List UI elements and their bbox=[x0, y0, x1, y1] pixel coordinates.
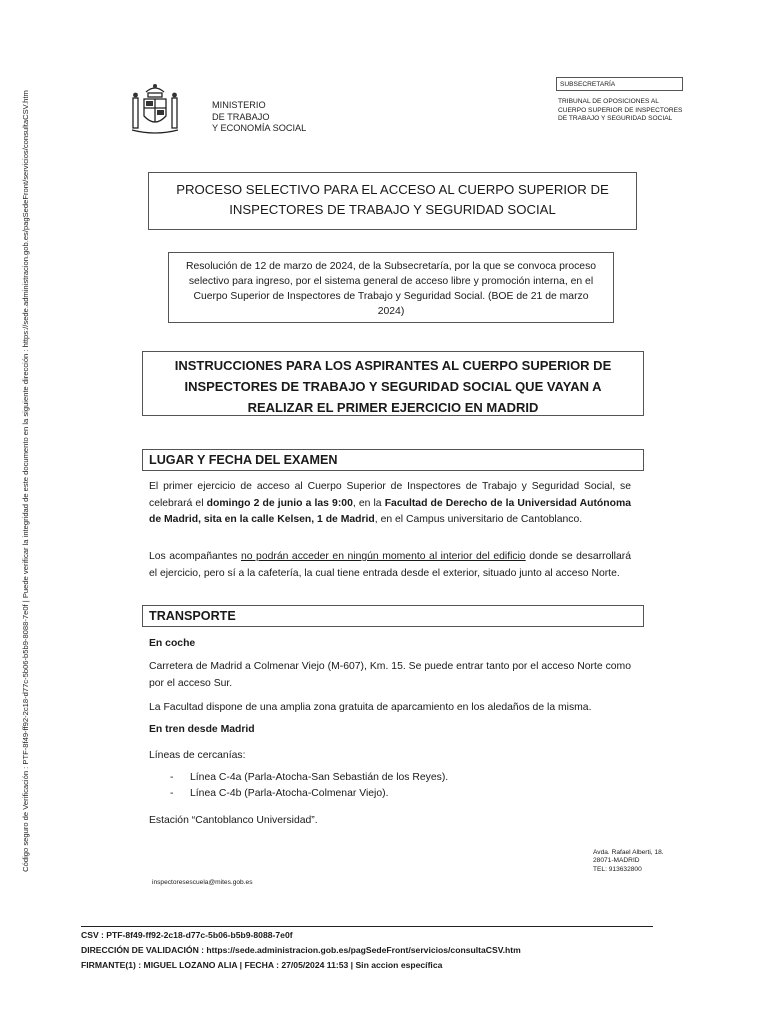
station-paragraph: Estación “Cantoblanco Universidad”. bbox=[149, 815, 318, 826]
verification-side-text: Código seguro de Verificación : PTF-8f49-ff92-2c18-d77c-5b06-b5b9-8088-7e0f | Puede verificar la integridad de este documento en la siguiente dirección : https://sede.administracion.gob.es/pagSedeFront/servicios/consultaCSV.htm bbox=[21, 90, 30, 872]
instructions-line: REALIZAR EL PRIMER EJERCICIO EN MADRID bbox=[247, 400, 539, 415]
parking-paragraph: La Facultad dispone de una amplia zona gratuita de aparcamiento en los aledaños de la misma. bbox=[149, 702, 592, 713]
list-item: - Línea C-4b (Parla-Atocha-Colmenar Viejo). bbox=[170, 788, 389, 799]
list-item-text: Línea C-4b (Parla-Atocha-Colmenar Viejo). bbox=[190, 788, 389, 799]
instructions-line: INSPECTORES DE TRABAJO Y SEGURIDAD SOCIAL QUE VAYAN A bbox=[184, 379, 602, 394]
footer-signer: FIRMANTE(1) : MIGUEL LOZANO ALIA | FECHA : 27/05/2024 11:53 | Sin accion específica bbox=[81, 960, 443, 970]
instructions-line: INSTRUCCIONES PARA LOS ASPIRANTES AL CUERPO SUPERIOR DE bbox=[174, 358, 612, 373]
title-line: PROCESO SELECTIVO PARA EL ACCESO AL CUERPO SUPERIOR DE bbox=[176, 182, 609, 197]
section-heading-transporte: TRANSPORTE bbox=[142, 605, 644, 627]
footer-divider bbox=[81, 926, 653, 927]
resolution-box: Resolución de 12 de marzo de 2024, de la Subsecretaría, por la que se convoca proceso selectivo para ingreso, por el sistema general de acceso libre y promoción interna, en el Cuerpo Superior de Inspectores de Trabajo y Seguridad Social. (BOE de 21 de marzo 2024) bbox=[168, 252, 614, 323]
section-heading-lugar: LUGAR Y FECHA DEL EXAMEN bbox=[142, 449, 644, 471]
contact-email: inspectoresescuela@mites.gob.es bbox=[152, 879, 253, 886]
exam-date-bold: domingo 2 de junio a las 9:00 bbox=[206, 497, 353, 509]
car-route-paragraph: Carretera de Madrid a Colmenar Viejo (M-607), Km. 15. Se puede entrar tanto por el acceso Norte como por el acceso Sur. bbox=[149, 661, 631, 689]
exam-place-paragraph bbox=[149, 479, 631, 529]
text-run: donde se desarrollará el ejercicio, pero sí a la cafetería, la cual tiene entrada desde el exterior, situado junto al acceso Norte. bbox=[149, 551, 631, 579]
ministry-line: Y ECONOMÍA SOCIAL bbox=[212, 123, 307, 133]
companions-paragraph bbox=[149, 549, 631, 582]
ministry-name bbox=[212, 100, 306, 135]
text-run: Los acompañantes bbox=[149, 551, 241, 562]
title-line: INSPECTORES DE TRABAJO Y SEGURIDAD SOCIAL bbox=[229, 202, 556, 217]
companions-restriction-underline: no podrán acceder en ningún momento al interior del edificio bbox=[240, 551, 526, 562]
subheading-car: En coche bbox=[149, 638, 196, 649]
ministry-line: MINISTERIO bbox=[212, 100, 266, 110]
list-item-text: Línea C-4a (Parla-Atocha-San Sebastián de los Reyes). bbox=[190, 772, 449, 783]
text-run: El primer ejercicio de acceso al Cuerpo Superior de Inspectores de Trabajo y Seguridad Social, se celebrará el bbox=[149, 481, 631, 509]
coat-of-arms-icon bbox=[130, 82, 180, 136]
list-item: - Línea C-4a (Parla-Atocha-San Sebastián de los Reyes). bbox=[170, 772, 449, 783]
footer-csv: CSV : PTF-8f49-ff92-2c18-d77c-5b06-b5b9-8088-7e0f bbox=[81, 930, 293, 940]
text-run: , en la bbox=[352, 497, 385, 509]
address-line: Avda. Rafael Alberti, 18. bbox=[593, 849, 664, 856]
text-run: , en el Campus universitario de Cantoblanco. bbox=[374, 514, 583, 525]
instructions-box bbox=[142, 351, 644, 416]
title-box bbox=[148, 172, 637, 230]
ministry-line: DE TRABAJO bbox=[212, 111, 270, 122]
commuter-lines-label: Líneas de cercanías: bbox=[149, 750, 246, 761]
address-block bbox=[593, 849, 664, 874]
subheading-train: En tren desde Madrid bbox=[149, 724, 255, 735]
tribunal-label: TRIBUNAL DE OPOSICIONES AL CUERPO SUPERIOR DE INSPECTORES DE TRABAJO Y SEGURIDAD SOCIAL bbox=[558, 98, 683, 123]
footer-validation-url: DIRECCIÓN DE VALIDACIÓN : https://sede.administracion.gob.es/pagSedeFront/servicios/consultaCSV.htm bbox=[81, 945, 521, 955]
exam-venue-bold: Facultad de Derecho de la Universidad Autónoma de Madrid, sita en la calle Kelsen, 1 de Madrid bbox=[149, 497, 631, 525]
address-line: 28071-MADRID bbox=[593, 857, 640, 865]
subsecretaria-box: SUBSECRETARÍA bbox=[556, 77, 683, 91]
address-line: TEL: 913632800 bbox=[593, 865, 642, 873]
